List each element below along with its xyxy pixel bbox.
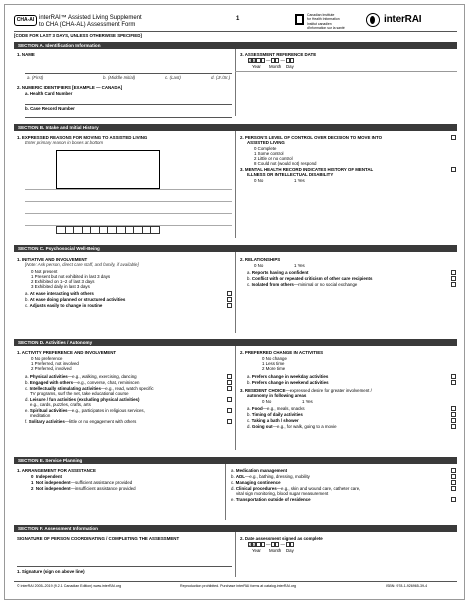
ref-year-caption: Year [252,64,261,69]
preferred-change-item: a. Prefers change in weekday activities [247,374,329,379]
middle-initial-field[interactable]: b. (Middle Initial) [103,75,136,80]
name-line [25,73,232,74]
mental-health-label: 3. MENTAL HEALTH RECORD INDICATES HISTORY OF MENTAL [240,167,374,172]
case-record-label: b. Case Record Number [25,106,75,111]
arrangement-item: b. ADL—e.g., bathing, dressing, mobility [231,474,310,479]
initiative-b-checkbox[interactable] [227,297,232,302]
activity-item: d. Leisure / fun activities (excluding physical activities) [25,397,140,402]
initiative-option: 3 Exhibited daily in last 3 days [31,284,90,289]
signed-day-digit-2[interactable] [290,542,294,547]
cihi-name-line1: Canadian Institute [307,13,335,17]
code-instruction: [CODE FOR LAST 3 DAYS, UNLESS OTHERWISE SPECIFIED] [14,33,142,38]
activity-item: b. Engaged with others—e.g., converse, chat, reminiscen [25,380,140,385]
control-option: 0 Complete [254,146,277,151]
resident-choice-item: b. Timing of daily activities [247,412,303,417]
control-option: 8 Could not (would not) respond [254,161,317,166]
signature-heading: SIGNATURE OF PERSON COORDINATING / COMPLETING THE ASSESSMENT [17,536,180,541]
arrangement-item: d. Clinical procedures—e.g., skin and wound care, catheter care, [231,486,361,491]
arrangement-c-checkbox[interactable] [451,480,456,485]
initiative-option: 1 Present but not exhibited in last 3 days [31,274,111,279]
cha-ai-tag: CHA-AI [14,15,37,26]
resident-choice-item: d. Going out—e.g., for walk, going to a movie [247,424,337,429]
cihi-logo-mark-icon [297,16,302,23]
icis-name-line1: Institut canadien [307,22,332,26]
preferred-change-b-checkbox[interactable] [451,380,456,385]
section-b-header: SECTION B. Intake and Initial History [14,124,457,131]
initiative-option: 2 Exhibited on 1–2 of last 3 days [31,279,95,284]
control-option: 2 Little or no control [254,156,293,161]
page-number: 1 [236,16,240,22]
arrangement-item: c. Managing continence [231,480,281,485]
reasons-code-boxes[interactable] [56,226,160,234]
suffix-field[interactable]: d. (Jr./Sr.) [211,75,231,80]
signed-year-digit-2: 0 [253,543,256,547]
activity-preference-option: 2 Preferred, involved [31,366,72,371]
control-checkbox[interactable] [451,135,456,140]
arrangement-e-checkbox[interactable] [451,497,456,502]
signed-year-digit-4[interactable] [261,542,265,547]
arrangement-option: 1 Not independent—sufficient assistance provided [31,480,133,485]
form-title-line1: interRAI™ Assisted Living Supplement [39,15,142,21]
relationships-b-checkbox[interactable] [451,276,456,281]
activity-c-checkbox[interactable] [227,386,232,391]
mental-health-no: 0 No [254,178,264,183]
arrangement-a-checkbox[interactable] [451,468,456,473]
resident-choice-item: c. Taking a bath / shower [247,418,299,423]
section-e-header: SECTION E. Service Planning [14,457,457,464]
preferred-change-option: 0 No change [262,356,287,361]
initiative-item: a. At ease interacting with others [25,291,94,296]
reasons-hint: Enter primary reason in boxes at bottom [25,140,104,145]
ref-year-digit-2: 0 [253,59,256,63]
preferred-change-option: 1 Less time [262,361,285,366]
relationships-yes: 1 Yes [294,263,305,268]
arrangement-option: 0 Independent [31,474,63,479]
activity-e-checkbox[interactable] [227,408,232,413]
initiative-option: 0 Not present [31,269,58,274]
health-card-field[interactable] [25,104,232,105]
relationships-no: 0 No [254,263,264,268]
activity-item: a. Physical activities—e.g., walking, exercising, dancing [25,374,137,379]
ref-year-digit-1: 2 [249,59,252,63]
section-d-header: SECTION D. Activities / Autonomy [14,339,457,346]
cihi-name-line2: for Health Information [307,17,340,21]
activity-a-checkbox[interactable] [227,374,232,379]
footer-isbn: ISBN: 978-1-926965-39-4 [386,584,428,588]
signature-line[interactable] [17,566,232,567]
reference-date-label: 3. ASSESSMENT REFERENCE DATE [240,52,317,57]
initiative-item: c. Adjusts easily to change in routine [25,303,103,308]
initiative-c-checkbox[interactable] [227,303,232,308]
activity-item-continued: meditation [30,413,51,418]
signed-day-caption: Day [286,548,294,553]
form-title-line2: to CHA (CHA-AL) Assessment Form [39,22,136,28]
control-label-line2: ASSISTED LIVING [247,140,285,145]
activity-d-checkbox[interactable] [227,397,232,402]
date-signed-label: 2. Date assessment signed as complete [240,536,323,541]
resident-choice-label: 3. RESIDENT CHOICE—expressed desire for greater involvement / [240,388,372,393]
activity-item-continued: TV programs, surf the net, take educational course [30,391,129,396]
activity-b-checkbox[interactable] [227,380,232,385]
case-record-field[interactable] [25,117,232,118]
ref-month-caption: Month [269,64,282,69]
resident-choice-item: a. Food—e.g., meals, snacks [247,406,305,411]
control-option: 1 Some control [254,151,284,156]
activity-item-continued: e.g., cards, puzzles, crafts, arts [30,402,91,407]
arrangement-item-continued: vital sign monitoring, blood sugar measurement [236,491,329,496]
arrangement-label: 1. ARRANGEMENT FOR ASSISTANCE [17,468,96,473]
arrangement-b-checkbox[interactable] [451,474,456,479]
initiative-item: b. At ease doing planned or structured activities [25,297,126,302]
reasons-label: 1. EXPRESSED REASONS FOR MOVING TO ASSISTED LIVING [17,135,148,140]
arrangement-option: 2 Not independent—insufficient assistance provided [31,486,136,491]
section-f-header: SECTION F. Assessment Information [14,525,457,532]
arrangement-d-checkbox[interactable] [451,486,456,491]
preferred-change-option: 2 More time [262,366,286,371]
footer-copyright: © interRAI 2005–2019 (9.2.1 Canadian Edition) www.interRAI.org [17,584,122,588]
activity-preference-label: 1. ACTIVITY PREFERENCE AND INVOLVEMENT [17,350,117,355]
resident-choice-b-checkbox[interactable] [451,412,456,417]
icis-name-line2: d'information sur la santé [307,26,345,30]
signed-year-caption: Year [252,548,261,553]
relationships-c-checkbox[interactable] [451,282,456,287]
relationships-a-checkbox[interactable] [451,270,456,275]
relationships-item: b. Conflict with or repeated criticism of other care recipients [247,276,373,281]
relationships-label: 2. RELATIONSHIPS [240,257,281,262]
signed-month-caption: Month [269,548,282,553]
footer-reproduction: Reproduction prohibited. Purchase interRAI forms at catalog.interRAI.org [180,584,297,588]
ref-year-digit-4[interactable] [261,58,265,63]
health-card-label: a. Health Card Number [25,91,73,96]
reasons-textbox[interactable] [56,150,160,189]
first-name-field[interactable]: a. (First) [27,75,44,80]
activity-item: e. Spiritual activities—e.g., participates in religious services, [25,408,145,413]
activity-preference-option: 1 Preferred, not involved [31,361,79,366]
activity-f-checkbox[interactable] [227,419,232,424]
initiative-label: 1. INITIATIVE AND INVOLVEMENT [17,257,88,262]
mental-health-yes: 1 Yes [294,178,305,183]
preferred-change-a-checkbox[interactable] [451,374,456,379]
resident-choice-d-checkbox[interactable] [451,424,456,429]
activity-preference-option: 0 No preference [31,356,63,361]
resident-choice-yes: 1 Yes [302,399,313,404]
initiative-a-checkbox[interactable] [227,291,232,296]
ref-day-digit-2[interactable] [290,58,294,63]
assessment-form-page: CHA-AI interRAI™ Assisted Living Supplement to CHA (CHA-AL) Assessment Form 1 Canadian Institute for Health Information Institut canadien d'information sur la santé interRAI [CODE FOR LAST 3 DAYS, UNLESS OTHERWISE SPECIFIED] SECTION A. Identification Information 1. NAME a. (First) b. (Middle Initial) c. (Last) d. (Jr./Sr.) 2. NUMERIC IDENTIFIERS [EXAMPLE — CANADA] a. Health Card Number b. Case Record Number 3. ASSESSMENT REFERENCE DATE 2 0 — — Year Month Day SECTION B. Intake and Initial History 1. EXPRESSED REASONS FOR MOVING TO ASSISTED LIVING Enter primary reason in boxes at bottom 2. PERSON'S LEVEL OF CONTROL OVER DECISION TO MOVE INTO ASSISTED LIVING 0 Complete 1 Some control 2 Little or no control 8 Could not (would not) respond 3. MENTAL HEALTH RECORD INDICATES HISTORY OF MENTAL ILLNESS OR INTELLECTUAL DISABILITY 0 No 1 Yes SECTION C. Psychosocial Well-Being 1. INITIATIVE AND INVOLVEMENT [Note: Ask person, direct care staff, and family, if available] 0 Not present 1 Present but not exhibited in last 3 days 2 Exhibited on 1–2 of last 3 days 3 Exhibited daily in last 3 days a. At ease interacting with others b. At ease doing planned or structured activities c. Adjusts easily to change in routine 2. RELATIONSHIPS 0 No 1 Yes a. Reports having a confident b. Conflict with or repeated criticism of other care recipients c. Isolated from others—minimal or no social exchange SECTION D. Activities / Autonomy 1. ACTIVITY PREFERENCE AND INVOLVEMENT 0 No preference 1 Preferred, not involved 2 Preferred, involved a. Physical activities—e.g., walking, exercising, dancing b. Engaged with others—e.g., converse, chat, reminiscen c. Intellectually stimulating activities—e.g., read, watch specific TV programs, surf the net, take educational course d. Leisure / fun activities (excluding physical activities) e.g., cards, puzzles, crafts, arts e. Spiritual activities—e.g., participates in religious services, meditation f. Solitary activities—little or no engagement with others 2. PREFERRED CHANGE IN ACTIVITIES 0 No change 1 Less time 2 More time a. Prefers change in weekday activities b. Prefers change in weekend activities 3. RESIDENT CHOICE—expressed desire for greater involvement / autonomy in following areas 0 No 1 Yes a. Food—e.g., meals, snacks b. Timing of daily activities c. Taking a bath / shower d. Going out—e.g., for walk, going to a movie SECTION E. Service Planning 1. ARRANGEMENT FOR ASSISTANCE 0 Independent 1 Not independent—sufficient assistance provided 2 Not independent—insufficient assistance provided a. Medication management b. ADL—e.g., bathing, dressing, mobility c. Managing continence d. Clinical procedures—e.g., skin and wound care, catheter care, vital sign monitoring, blood sugar measurement e. Transportation outside of residence SECTION F. Assessment Information SIGNATURE OF PERSON COORDINATING / COMPLETING THE ASSESSMENT 1. Signature (sign on above line) 2. Date assessment signed as complete 2 0 — — Year Month Day © interRAI 2005–2019 (9.2.1 Canadian Edition) www.interRAI.org Reproduction prohibited. Purchase interRAI forms at catalog.interRAI.org ISBN: 978-1-926965-39-4 [4,4,465,600]
numeric-identifiers-label: 2. NUMERIC IDENTIFIERS [EXAMPLE — CANADA] [17,85,123,90]
interrai-logo-inner-icon [370,16,375,24]
activity-item: f. Solitary activities—little or no engagement with others [25,419,137,424]
arrangement-item: a. Medication management [231,468,288,473]
control-label: 2. PERSON'S LEVEL OF CONTROL OVER DECISION TO MOVE INTO [240,135,382,140]
relationships-item: a. Reports having a confident [247,270,309,275]
mental-health-checkbox[interactable] [451,167,456,172]
interrai-logo-text: interRAI [384,14,422,25]
ref-day-caption: Day [286,64,294,69]
preferred-change-label: 2. PREFERRED CHANGE IN ACTIVITIES [240,350,324,355]
preferred-change-item: b. Prefers change in weekend activities [247,380,329,385]
section-a-header: SECTION A. Identification Information [14,42,457,49]
signed-year-digit-1: 2 [249,543,252,547]
arrangement-item: e. Transportation outside of residence [231,497,311,502]
name-label: 1. NAME [17,52,35,57]
signature-caption: 1. Signature (sign on above line) [17,569,85,574]
section-c-header: SECTION C. Psychosocial Well-Being [14,245,457,252]
last-name-field[interactable]: c. (Last) [165,75,181,80]
resident-choice-a-checkbox[interactable] [451,406,456,411]
activity-item: c. Intellectually stimulating activities—e.g., read, watch specific [25,386,154,391]
initiative-note: [Note: Ask person, direct care staff, and family, if available] [25,262,139,267]
signed-month-digit-2[interactable] [275,542,279,547]
mental-health-label-line2: ILLNESS OR INTELLECTUAL DISABILITY [247,172,334,177]
resident-choice-c-checkbox[interactable] [451,418,456,423]
resident-choice-no: 0 No [262,399,272,404]
ref-month-digit-2[interactable] [275,58,279,63]
relationships-item: c. Isolated from others—minimal or no social exchange [247,282,358,287]
resident-choice-label-line2: autonomy in following areas [247,393,307,398]
